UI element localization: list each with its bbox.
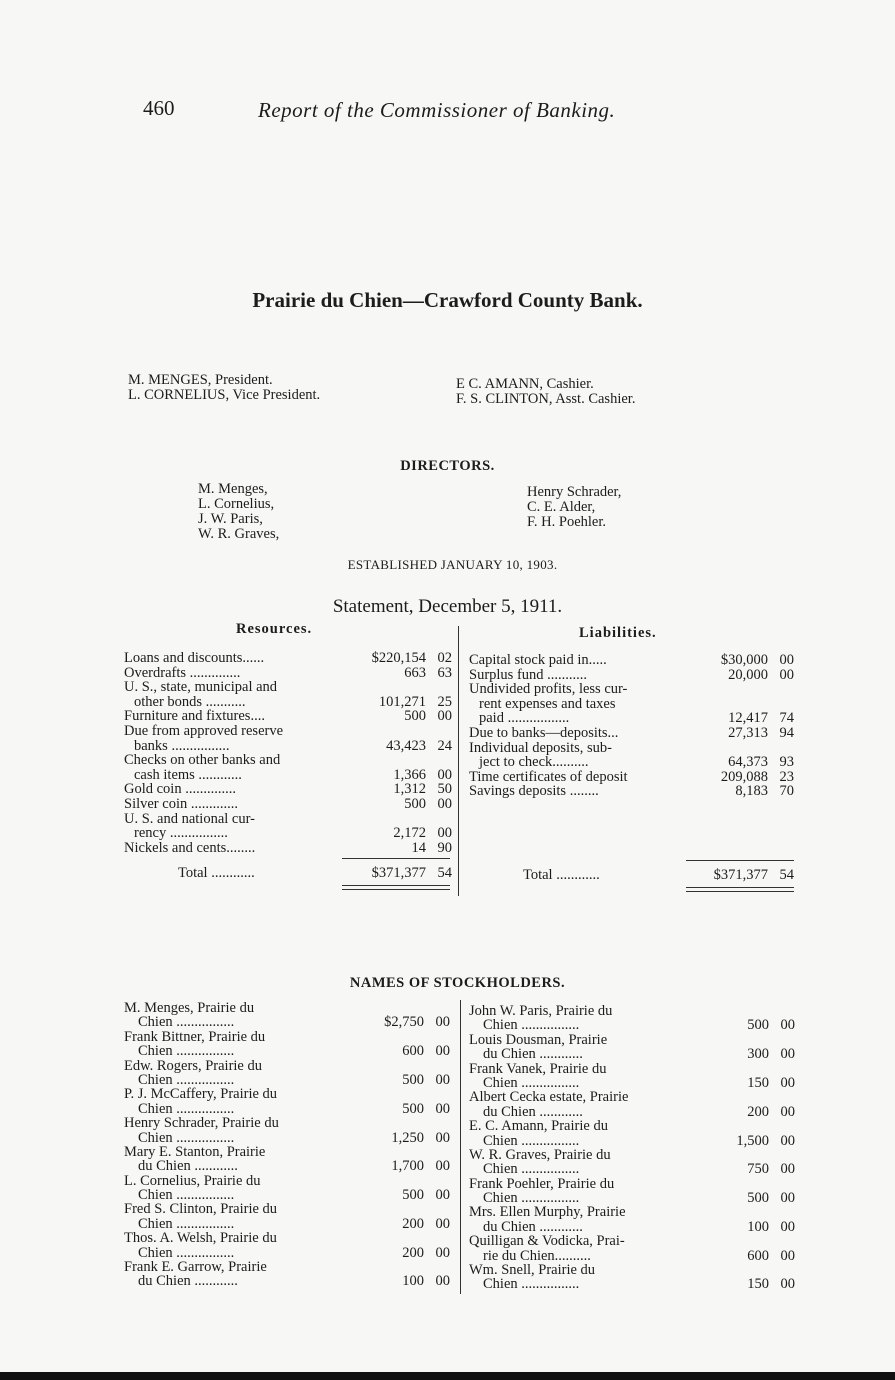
row-label: Undivided profits, less cur- bbox=[469, 681, 628, 698]
row-cents: 93 bbox=[779, 754, 794, 771]
table-row bbox=[124, 709, 452, 724]
stockholder-dollars: 150 bbox=[747, 1276, 769, 1293]
row-cents: 00 bbox=[437, 766, 452, 783]
stockholder-entry bbox=[469, 1148, 795, 1177]
row-label: Nickels and cents........ bbox=[124, 839, 256, 856]
row-label: Gold coin .............. bbox=[124, 781, 236, 798]
liabilities-total-cents: 54 bbox=[779, 867, 794, 883]
table-row bbox=[124, 841, 452, 856]
stockholders-heading: NAMES OF STOCKHOLDERS. bbox=[349, 975, 566, 991]
stockholder-place: du Chien ............ bbox=[138, 1273, 238, 1290]
stockholder-entry bbox=[469, 1119, 795, 1148]
stockholder-name: Frank Bittner, Prairie du bbox=[124, 1028, 266, 1045]
stockholder-place: du Chien ............ bbox=[483, 1218, 583, 1235]
column-divider bbox=[458, 626, 459, 896]
officers-right bbox=[456, 377, 635, 407]
row-dollars: 8,183 bbox=[735, 783, 768, 800]
stockholder-cents: 00 bbox=[435, 1043, 450, 1060]
stockholder-name: Quilligan & Vodicka, Prai- bbox=[469, 1233, 625, 1250]
stockholder-dollars: 100 bbox=[402, 1273, 424, 1290]
directors-right bbox=[527, 485, 621, 530]
row-dollars: 64,373 bbox=[728, 754, 768, 771]
officer-cashier: E C. AMANN, Cashier. bbox=[456, 376, 594, 392]
table-row bbox=[469, 682, 794, 697]
stockholder-place: Chien ................ bbox=[138, 1129, 235, 1146]
stockholder-entry bbox=[469, 1263, 795, 1292]
row-cents: 23 bbox=[779, 768, 794, 785]
table-row bbox=[124, 739, 452, 754]
liabilities-total-row bbox=[469, 868, 794, 883]
stockholder-entry bbox=[124, 1030, 450, 1059]
row-label: Capital stock paid in..... bbox=[469, 652, 607, 668]
stockholder-place: rie du Chien.......... bbox=[483, 1247, 591, 1264]
stockholder-cents: 00 bbox=[780, 1017, 795, 1034]
table-row bbox=[124, 768, 452, 783]
row-cents: 00 bbox=[437, 708, 452, 725]
stockholder-entry bbox=[469, 1033, 795, 1062]
stockholder-cents: 00 bbox=[780, 1046, 795, 1063]
table-row bbox=[124, 680, 452, 695]
stockholder-cents: 00 bbox=[780, 1276, 795, 1293]
row-cents: 00 bbox=[779, 652, 794, 668]
table-row bbox=[469, 653, 794, 668]
stockholder-dollars: 1,250 bbox=[391, 1129, 424, 1146]
stockholder-entry bbox=[469, 1205, 795, 1234]
stockholder-place: du Chien ............ bbox=[483, 1046, 583, 1063]
stockholder-dollars: 300 bbox=[747, 1046, 769, 1063]
stockholder-place: Chien ................ bbox=[483, 1190, 580, 1207]
director-name: Henry Schrader, bbox=[527, 484, 622, 500]
row-label: Due from approved reserve bbox=[124, 722, 284, 739]
stockholder-entry bbox=[124, 1059, 450, 1088]
row-cents: 02 bbox=[437, 650, 452, 666]
row-cents: 63 bbox=[437, 664, 452, 681]
stockholder-cents: 00 bbox=[435, 1273, 450, 1290]
stockholder-place: Chien ................ bbox=[138, 1187, 235, 1204]
liabilities-table bbox=[469, 653, 794, 799]
row-label: Checks on other banks and bbox=[124, 752, 281, 769]
row-label: Due to banks—deposits... bbox=[469, 724, 619, 741]
stockholder-cents: 00 bbox=[435, 1129, 450, 1146]
row-cents: 00 bbox=[437, 795, 452, 812]
stockholder-cents: 00 bbox=[435, 1244, 450, 1261]
stockholder-dollars: $2,750 bbox=[384, 1014, 424, 1031]
table-row bbox=[469, 668, 794, 683]
table-row bbox=[124, 666, 452, 681]
stockholder-entry bbox=[124, 1174, 450, 1203]
stockholder-name: E. C. Amann, Prairie du bbox=[469, 1118, 608, 1135]
table-row bbox=[469, 711, 794, 726]
row-label: Surplus fund ........... bbox=[469, 666, 588, 683]
stockholder-cents: 00 bbox=[780, 1103, 795, 1120]
stockholders-left bbox=[124, 1001, 450, 1289]
stockholder-place: Chien ................ bbox=[138, 1244, 235, 1261]
row-cents: 74 bbox=[779, 710, 794, 727]
stockholder-cents: 00 bbox=[780, 1161, 795, 1178]
stockholder-name: Frank E. Garrow, Prairie bbox=[124, 1259, 267, 1276]
liabilities-total-rule bbox=[686, 860, 794, 861]
stockholder-place: Chien ................ bbox=[483, 1276, 580, 1293]
stockholder-cents: 00 bbox=[435, 1100, 450, 1117]
stockholder-cents: 00 bbox=[435, 1014, 450, 1031]
stockholder-name: Mary E. Stanton, Prairie bbox=[124, 1143, 266, 1160]
officers-left bbox=[128, 373, 320, 403]
table-row bbox=[124, 812, 452, 827]
established-date: ESTABLISHED JANUARY 10, 1903. bbox=[347, 557, 558, 572]
director-name: W. R. Graves, bbox=[198, 526, 280, 542]
stockholder-place: du Chien ............ bbox=[483, 1103, 583, 1120]
stockholder-place: Chien ................ bbox=[483, 1161, 580, 1178]
stockholder-cents: 00 bbox=[780, 1132, 795, 1149]
resources-double-rule bbox=[342, 889, 450, 890]
stockholder-name: Henry Schrader, Prairie du bbox=[124, 1115, 279, 1132]
table-row bbox=[469, 697, 794, 712]
stockholder-cents: 00 bbox=[435, 1071, 450, 1088]
liabilities-total-label: Total ............ bbox=[523, 867, 600, 883]
stockholder-name: M. Menges, Prairie du bbox=[124, 1000, 255, 1016]
stockholder-name: Frank Vanek, Prairie du bbox=[469, 1060, 607, 1077]
row-dollars: 27,313 bbox=[728, 724, 768, 741]
resources-total-dollars: $371,377 bbox=[371, 865, 426, 881]
stockholder-cents: 00 bbox=[435, 1215, 450, 1232]
stockholder-entry bbox=[124, 1116, 450, 1145]
stockholder-dollars: 500 bbox=[402, 1187, 424, 1204]
stockholder-entry bbox=[124, 1145, 450, 1174]
row-dollars: 43,423 bbox=[386, 737, 426, 754]
row-label: Loans and discounts...... bbox=[124, 650, 265, 666]
table-row bbox=[124, 753, 452, 768]
running-title: Report of the Commissioner of Banking. bbox=[258, 98, 616, 122]
stockholder-name: Mrs. Ellen Murphy, Prairie bbox=[469, 1204, 626, 1221]
row-label: paid ................. bbox=[479, 710, 570, 727]
row-label: Savings deposits ........ bbox=[469, 783, 599, 800]
scan-edge bbox=[0, 1372, 895, 1380]
row-cents: 24 bbox=[437, 737, 452, 754]
stockholder-dollars: 500 bbox=[402, 1071, 424, 1088]
liabilities-heading: Liabilities. bbox=[579, 625, 657, 641]
stockholder-dollars: 200 bbox=[402, 1215, 424, 1232]
row-dollars: 14 bbox=[411, 839, 426, 856]
directors-left bbox=[198, 482, 279, 542]
row-label: ject to check.......... bbox=[479, 754, 589, 771]
stockholder-place: Chien ................ bbox=[483, 1017, 580, 1034]
row-dollars: 12,417 bbox=[728, 710, 768, 727]
row-dollars: $30,000 bbox=[720, 652, 768, 668]
stockholder-name: L. Cornelius, Prairie du bbox=[124, 1172, 261, 1189]
bank-title: Prairie du Chien—Crawford County Bank. bbox=[252, 288, 643, 312]
stockholder-cents: 00 bbox=[435, 1158, 450, 1175]
table-row bbox=[124, 826, 452, 841]
stockholder-cents: 00 bbox=[780, 1247, 795, 1264]
stockholder-entry bbox=[124, 1001, 450, 1030]
stockholder-dollars: 150 bbox=[747, 1074, 769, 1091]
stockholder-name: Albert Cecka estate, Prairie bbox=[469, 1089, 629, 1106]
resources-total-label: Total ............ bbox=[178, 865, 255, 881]
stockholder-place: Chien ................ bbox=[138, 1100, 235, 1117]
row-dollars: 1,312 bbox=[393, 781, 426, 798]
stockholder-dollars: 500 bbox=[747, 1017, 769, 1034]
stockholder-name: Wm. Snell, Prairie du bbox=[469, 1262, 596, 1279]
row-label: other bonds ........... bbox=[134, 693, 246, 710]
stockholder-dollars: 100 bbox=[747, 1218, 769, 1235]
stockholders-divider bbox=[460, 1000, 461, 1294]
director-name: C. E. Alder, bbox=[527, 499, 596, 515]
row-dollars: 2,172 bbox=[393, 825, 426, 842]
director-name: L. Cornelius, bbox=[198, 496, 275, 512]
row-label: U. S., state, municipal and bbox=[124, 679, 278, 696]
stockholder-name: Edw. Rogers, Prairie du bbox=[124, 1057, 262, 1074]
stockholder-dollars: 600 bbox=[402, 1043, 424, 1060]
resources-total-rule bbox=[342, 858, 450, 859]
row-label: Silver coin ............. bbox=[124, 795, 238, 812]
row-dollars: 1,366 bbox=[393, 766, 426, 783]
row-label: cash items ............ bbox=[134, 766, 242, 783]
row-dollars: 663 bbox=[404, 664, 426, 681]
stockholders-right bbox=[469, 1004, 795, 1292]
row-cents: 90 bbox=[437, 839, 452, 856]
stockholder-entry bbox=[124, 1087, 450, 1116]
table-row bbox=[124, 695, 452, 710]
stockholder-dollars: 500 bbox=[747, 1190, 769, 1207]
director-name: M. Menges, bbox=[198, 481, 268, 497]
liabilities-double-rule bbox=[686, 891, 794, 892]
stockholder-place: du Chien ............ bbox=[138, 1158, 238, 1175]
stockholder-dollars: 200 bbox=[747, 1103, 769, 1120]
table-row bbox=[469, 770, 794, 785]
stockholder-entry bbox=[469, 1062, 795, 1091]
row-cents: 70 bbox=[779, 783, 794, 800]
stockholder-cents: 00 bbox=[435, 1187, 450, 1204]
row-label: Time certificates of deposit bbox=[469, 768, 628, 785]
page-number: 460 bbox=[143, 96, 175, 120]
stockholder-name: W. R. Graves, Prairie du bbox=[469, 1146, 611, 1163]
stockholder-entry bbox=[124, 1260, 450, 1289]
stockholder-name: Fred S. Clinton, Prairie du bbox=[124, 1201, 278, 1218]
stockholder-dollars: 600 bbox=[747, 1247, 769, 1264]
stockholder-dollars: 750 bbox=[747, 1161, 769, 1178]
row-cents: 00 bbox=[437, 825, 452, 842]
stockholder-entry bbox=[469, 1090, 795, 1119]
stockholder-name: Thos. A. Welsh, Prairie du bbox=[124, 1230, 277, 1247]
table-row bbox=[469, 741, 794, 756]
stockholder-entry bbox=[469, 1004, 795, 1033]
stockholder-place: Chien ................ bbox=[483, 1074, 580, 1091]
row-label: rency ................ bbox=[134, 825, 228, 842]
table-row bbox=[124, 782, 452, 797]
liabilities-double-rule bbox=[686, 887, 794, 888]
row-dollars: 209,088 bbox=[720, 768, 768, 785]
row-label: rent expenses and taxes bbox=[479, 695, 616, 712]
row-label: Overdrafts .............. bbox=[124, 664, 241, 681]
liabilities-total-dollars: $371,377 bbox=[713, 867, 768, 883]
row-label: banks ................ bbox=[134, 737, 230, 754]
row-label: U. S. and national cur- bbox=[124, 810, 255, 827]
table-row bbox=[469, 784, 794, 799]
table-row bbox=[469, 755, 794, 770]
table-row bbox=[124, 724, 452, 739]
stockholder-dollars: 1,500 bbox=[736, 1132, 769, 1149]
row-dollars: 20,000 bbox=[728, 666, 768, 683]
stockholder-entry bbox=[124, 1231, 450, 1260]
row-cents: 00 bbox=[779, 666, 794, 683]
resources-table bbox=[124, 651, 452, 855]
resources-total-row bbox=[124, 866, 452, 881]
stockholder-entry bbox=[469, 1234, 795, 1263]
officer-vice-president: L. CORNELIUS, Vice President. bbox=[128, 387, 321, 403]
row-dollars: 500 bbox=[404, 795, 426, 812]
table-row bbox=[124, 651, 452, 666]
stockholder-name: P. J. McCaffery, Prairie du bbox=[124, 1086, 278, 1103]
officer-president: M. MENGES, President. bbox=[128, 372, 273, 388]
row-cents: 25 bbox=[437, 693, 452, 710]
stockholder-cents: 00 bbox=[780, 1190, 795, 1207]
stockholder-dollars: 1,700 bbox=[391, 1158, 424, 1175]
resources-heading: Resources. bbox=[236, 621, 313, 637]
row-cents: 50 bbox=[437, 781, 452, 798]
row-dollars: 101,271 bbox=[378, 693, 426, 710]
stockholder-cents: 00 bbox=[780, 1074, 795, 1091]
table-row bbox=[469, 726, 794, 741]
directors-heading: DIRECTORS. bbox=[400, 458, 495, 474]
director-name: F. H. Poehler. bbox=[527, 514, 606, 530]
stockholder-place: Chien ................ bbox=[138, 1215, 235, 1232]
resources-total-cents: 54 bbox=[437, 865, 452, 881]
stockholder-place: Chien ................ bbox=[138, 1043, 235, 1060]
stockholder-entry bbox=[469, 1177, 795, 1206]
stockholder-place: Chien ................ bbox=[483, 1132, 580, 1149]
stockholder-place: Chien ................ bbox=[138, 1014, 235, 1031]
table-row bbox=[124, 797, 452, 812]
officer-asst-cashier: F. S. CLINTON, Asst. Cashier. bbox=[456, 391, 636, 407]
director-name: J. W. Paris, bbox=[198, 511, 263, 527]
stockholder-name: John W. Paris, Prairie du bbox=[469, 1003, 613, 1019]
stockholder-dollars: 200 bbox=[402, 1244, 424, 1261]
row-label: Individual deposits, sub- bbox=[469, 739, 612, 756]
resources-double-rule bbox=[342, 885, 450, 886]
row-cents: 94 bbox=[779, 724, 794, 741]
stockholder-name: Louis Dousman, Prairie bbox=[469, 1031, 608, 1048]
row-dollars: 500 bbox=[404, 708, 426, 725]
stockholder-dollars: 500 bbox=[402, 1100, 424, 1117]
stockholder-entry bbox=[124, 1202, 450, 1231]
row-dollars: $220,154 bbox=[371, 650, 426, 666]
stockholder-cents: 00 bbox=[780, 1218, 795, 1235]
stockholder-name: Frank Poehler, Prairie du bbox=[469, 1175, 615, 1192]
stockholder-place: Chien ................ bbox=[138, 1071, 235, 1088]
row-label: Furniture and fixtures.... bbox=[124, 708, 265, 725]
statement-title: Statement, December 5, 1911. bbox=[332, 596, 563, 617]
